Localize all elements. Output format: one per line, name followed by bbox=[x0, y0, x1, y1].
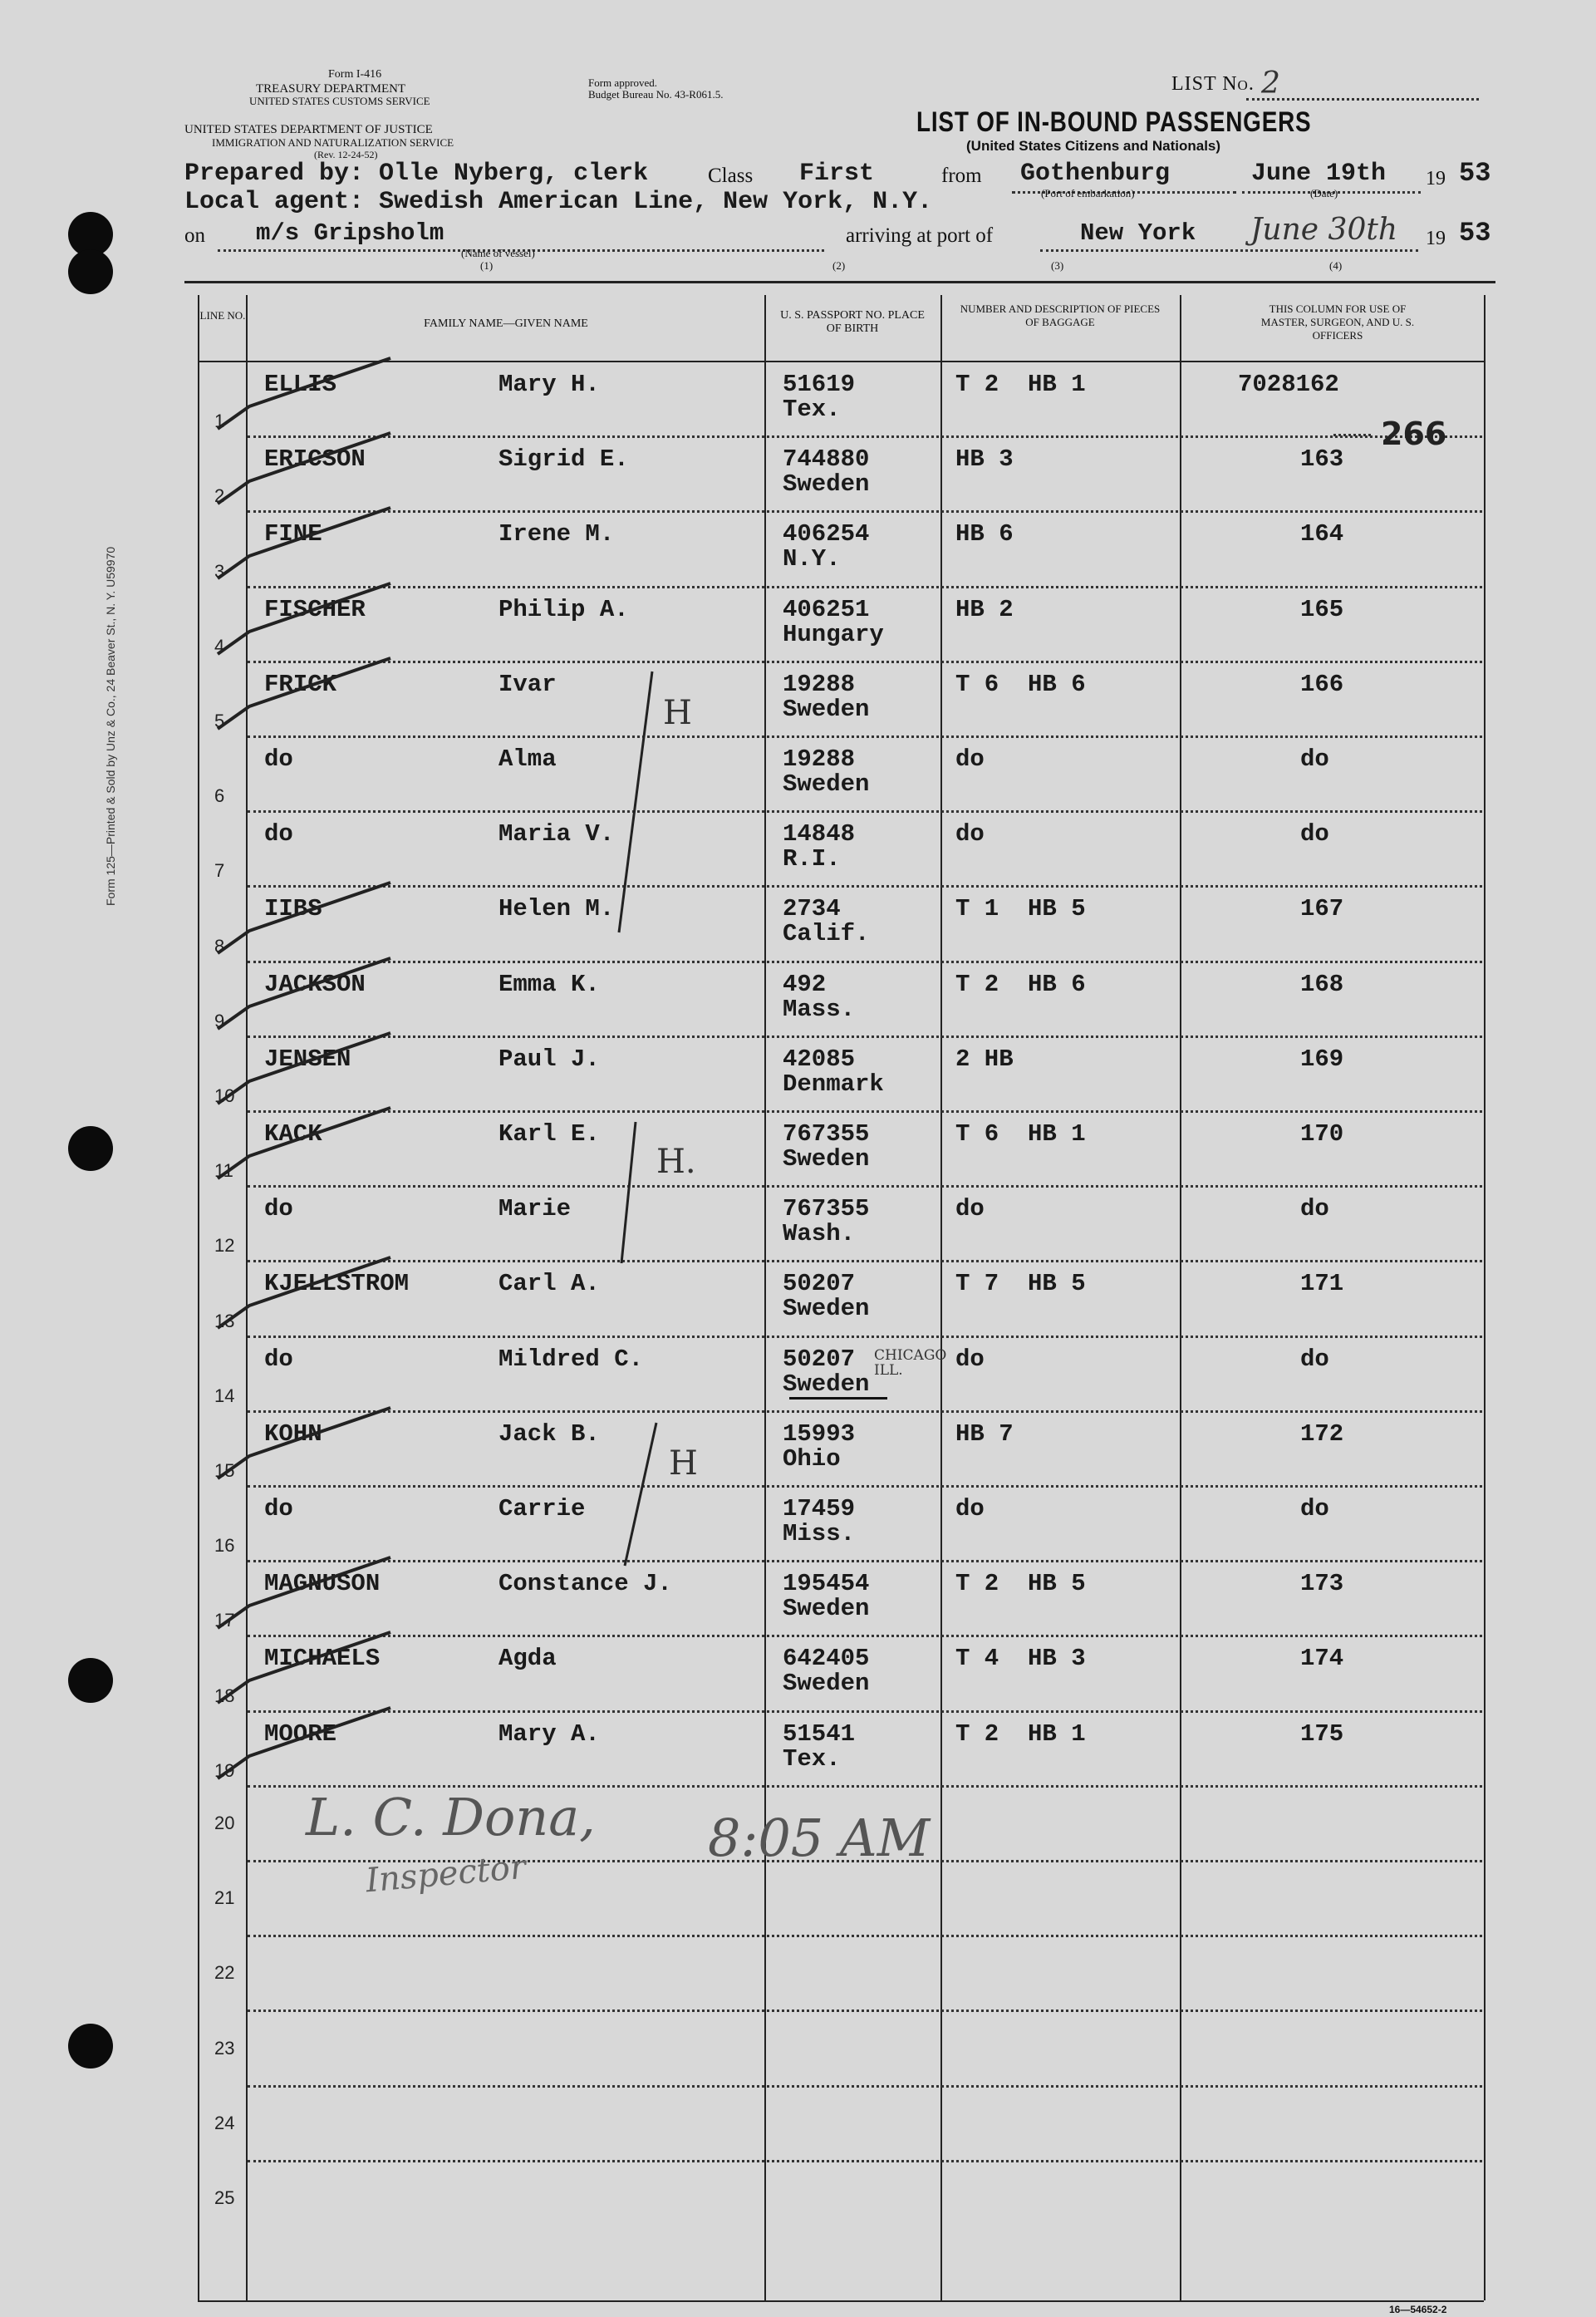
family-name: JACKSON bbox=[264, 971, 366, 998]
baggage: T 2 HB 1 bbox=[955, 1720, 1086, 1748]
family-name: do bbox=[264, 1195, 293, 1222]
line-number: 16 bbox=[214, 1535, 235, 1556]
place-of-birth: Sweden bbox=[783, 1295, 870, 1322]
given-name: Emma K. bbox=[498, 971, 600, 998]
given-name: Irene M. bbox=[498, 520, 615, 548]
local-agent: Local agent: Swedish American Line, New York, N.Y. bbox=[184, 188, 933, 216]
port-caption: (Port of embarkation) bbox=[1041, 187, 1135, 199]
given-name: Helen M. bbox=[498, 895, 615, 922]
baggage: do bbox=[955, 1345, 985, 1373]
given-name: Alma bbox=[498, 745, 557, 773]
budget-bureau: Budget Bureau No. 43-R061.5. bbox=[588, 88, 724, 101]
ins-service: IMMIGRATION AND NATURALIZATION SERVICE bbox=[212, 136, 454, 149]
baggage: T 4 HB 3 bbox=[955, 1645, 1086, 1672]
customs-service: UNITED STATES CUSTOMS SERVICE bbox=[249, 95, 430, 107]
officer-number: 172 bbox=[1300, 1420, 1344, 1448]
line-number: 15 bbox=[214, 1460, 235, 1481]
baggage: T 7 HB 5 bbox=[955, 1270, 1086, 1297]
line-number: 21 bbox=[214, 1887, 235, 1908]
printer-imprint: Form 125—Printed & Sold by Unz & Co., 24 Beaver St., N. Y. U59970 bbox=[104, 546, 117, 906]
family-name: JENSEN bbox=[264, 1045, 351, 1073]
line-number: 2 bbox=[214, 485, 225, 506]
date-caption: (Date) bbox=[1310, 187, 1338, 199]
officer-number: 167 bbox=[1300, 895, 1344, 922]
baggage: T 6 HB 6 bbox=[955, 671, 1086, 698]
baggage: T 1 HB 5 bbox=[955, 895, 1086, 922]
place-of-birth: Miss. bbox=[783, 1520, 856, 1547]
place-of-birth: R.I. bbox=[783, 845, 841, 873]
line-number: 25 bbox=[214, 2187, 235, 2208]
list-no-value: 2 bbox=[1261, 66, 1280, 101]
passport-number: 50207 bbox=[783, 1345, 856, 1373]
baggage: HB 6 bbox=[955, 520, 1014, 548]
officer-number: do bbox=[1300, 1195, 1329, 1222]
family-name: FISCHER bbox=[264, 596, 366, 623]
baggage: 2 HB bbox=[955, 1045, 1014, 1073]
given-name: Agda bbox=[498, 1645, 557, 1672]
baggage: T 2 HB 5 bbox=[955, 1570, 1086, 1597]
passport-number: 767355 bbox=[783, 1195, 870, 1222]
officer-number: 7028162 bbox=[1238, 371, 1339, 398]
passport-number: 17459 bbox=[783, 1495, 856, 1523]
arrival-port: New York bbox=[1080, 219, 1196, 247]
officer-number: 169 bbox=[1300, 1045, 1344, 1073]
family-name: do bbox=[264, 1345, 293, 1373]
place-of-birth: Mass. bbox=[783, 996, 856, 1023]
line-number: 23 bbox=[214, 2038, 235, 2059]
line-number: 18 bbox=[214, 1685, 235, 1706]
passport-number: 2734 bbox=[783, 895, 841, 922]
family-mark-2: H. bbox=[656, 1143, 696, 1181]
family-name: FRICK bbox=[264, 671, 337, 698]
family-mark-1: H bbox=[663, 694, 692, 732]
given-name: Marie bbox=[498, 1195, 572, 1222]
passport-number: 15993 bbox=[783, 1420, 856, 1448]
place-of-birth: Sweden bbox=[783, 470, 870, 498]
officer-number: 170 bbox=[1300, 1120, 1344, 1148]
footer-code: 16—54652-2 bbox=[1389, 2304, 1447, 2315]
officer-extra-number: 266 bbox=[1381, 416, 1447, 452]
baggage: do bbox=[955, 820, 985, 848]
birthplace-correction: CHICAGO ILL. bbox=[874, 1347, 947, 1379]
col-header-line: LINE NO. bbox=[199, 309, 246, 322]
family-name: do bbox=[264, 820, 293, 848]
on-label: on bbox=[184, 224, 205, 247]
officer-number: 171 bbox=[1300, 1270, 1344, 1297]
family-name: ELLIS bbox=[264, 371, 337, 398]
vessel-caption: (Name of vessel) bbox=[461, 247, 535, 259]
given-name: Mildred C. bbox=[498, 1345, 644, 1373]
given-name: Constance J. bbox=[498, 1570, 672, 1597]
family-name: MOORE bbox=[264, 1720, 337, 1748]
given-name: Maria V. bbox=[498, 820, 615, 848]
place-of-birth: Sweden bbox=[783, 1145, 870, 1173]
col-header-name: FAMILY NAME—GIVEN NAME bbox=[424, 317, 588, 330]
revision: (Rev. 12-24-52) bbox=[314, 149, 378, 160]
place-of-birth: Sweden bbox=[783, 1595, 870, 1622]
prepared-by: Prepared by: Olle Nyberg, clerk bbox=[184, 160, 649, 188]
officer-number: do bbox=[1300, 1345, 1329, 1373]
line-number: 12 bbox=[214, 1235, 235, 1256]
passport-number: 19288 bbox=[783, 745, 856, 773]
family-name: KOHN bbox=[264, 1420, 322, 1448]
line-number: 1 bbox=[214, 411, 225, 431]
family-name: KJELLSTROM bbox=[264, 1270, 410, 1297]
family-name: do bbox=[264, 745, 293, 773]
place-of-birth: Wash. bbox=[783, 1220, 856, 1247]
inspection-time: 8:05 AM bbox=[708, 1808, 931, 1868]
passport-number: 195454 bbox=[783, 1570, 870, 1597]
place-of-birth: Tex. bbox=[783, 396, 841, 423]
passport-number: 42085 bbox=[783, 1045, 856, 1073]
arrival-year: 53 bbox=[1459, 218, 1491, 248]
given-name: Philip A. bbox=[498, 596, 629, 623]
justice-dept: UNITED STATES DEPARTMENT OF JUSTICE bbox=[184, 123, 433, 136]
treasury-dept: TREASURY DEPARTMENT bbox=[256, 82, 406, 96]
passport-number: 744880 bbox=[783, 445, 870, 473]
line-number: 8 bbox=[214, 936, 225, 957]
line-number: 10 bbox=[214, 1085, 235, 1106]
given-name: Carl A. bbox=[498, 1270, 600, 1297]
baggage: HB 3 bbox=[955, 445, 1014, 473]
given-name: Ivar bbox=[498, 671, 557, 698]
class-value: First bbox=[799, 160, 875, 188]
vessel-name: m/s Gripsholm bbox=[256, 219, 444, 247]
family-name: IIBS bbox=[264, 895, 322, 922]
col-header-passport: U. S. PASSPORT NO. PLACE OF BIRTH bbox=[780, 309, 925, 335]
baggage: HB 7 bbox=[955, 1420, 1014, 1448]
baggage: do bbox=[955, 745, 985, 773]
family-name: MAGNUSON bbox=[264, 1570, 381, 1597]
officer-number: 175 bbox=[1300, 1720, 1344, 1748]
place-of-birth: Sweden bbox=[783, 1670, 870, 1697]
officer-number: 164 bbox=[1300, 520, 1344, 548]
passport-number: 50207 bbox=[783, 1270, 856, 1297]
strikethrough bbox=[789, 1397, 887, 1400]
officer-number: 174 bbox=[1300, 1645, 1344, 1672]
embarkation-date: June 19th bbox=[1251, 160, 1387, 188]
officer-number: do bbox=[1300, 745, 1329, 773]
line-number: 14 bbox=[214, 1385, 235, 1406]
officer-number: 173 bbox=[1300, 1570, 1344, 1597]
line-number: 4 bbox=[214, 636, 225, 657]
line-number: 6 bbox=[214, 785, 225, 806]
form-approved: Form approved. bbox=[588, 76, 658, 89]
family-name: do bbox=[264, 1495, 293, 1523]
place-of-birth: Tex. bbox=[783, 1745, 841, 1773]
place-of-birth: Denmark bbox=[783, 1070, 884, 1098]
caption-2: (2) bbox=[832, 259, 846, 272]
place-of-birth: N.Y. bbox=[783, 545, 841, 573]
from-label: from bbox=[941, 165, 982, 187]
place-of-birth: Sweden bbox=[783, 696, 870, 723]
given-name: Karl E. bbox=[498, 1120, 600, 1148]
family-name: MICHAELS bbox=[264, 1645, 381, 1672]
year: 53 bbox=[1459, 158, 1491, 189]
col-header-baggage: NUMBER AND DESCRIPTION OF PIECES OF BAGGAGE bbox=[960, 303, 1161, 328]
line-number: 19 bbox=[214, 1760, 235, 1781]
port-of-embarkation: Gothenburg bbox=[1020, 160, 1171, 188]
page-subtitle: (United States Citizens and Nationals) bbox=[966, 138, 1221, 154]
passport-number: 406251 bbox=[783, 596, 870, 623]
given-name: Carrie bbox=[498, 1495, 586, 1523]
inspector-signature: L. C. Dona, bbox=[306, 1787, 596, 1847]
list-no-label: LIST No. bbox=[1171, 73, 1255, 95]
baggage: do bbox=[955, 1495, 985, 1523]
officer-number: 168 bbox=[1300, 971, 1344, 998]
passport-number: 51619 bbox=[783, 371, 856, 398]
family-name: FINE bbox=[264, 520, 322, 548]
baggage: HB 2 bbox=[955, 596, 1014, 623]
arriving-label: arriving at port of bbox=[846, 224, 994, 247]
class-label: Class bbox=[708, 165, 754, 187]
line-number: 9 bbox=[214, 1011, 225, 1031]
passport-number: 14848 bbox=[783, 820, 856, 848]
officer-number: 163 bbox=[1300, 445, 1344, 473]
given-name: Mary A. bbox=[498, 1720, 600, 1748]
place-of-birth: Ohio bbox=[783, 1445, 841, 1473]
given-name: Sigrid E. bbox=[498, 445, 629, 473]
line-number: 5 bbox=[214, 711, 225, 731]
form-number: Form I-416 bbox=[328, 68, 382, 81]
line-number: 24 bbox=[214, 2113, 235, 2133]
place-of-birth: Calif. bbox=[783, 920, 870, 947]
caption-1: (1) bbox=[480, 259, 494, 272]
officer-number: 165 bbox=[1300, 596, 1344, 623]
line-number: 22 bbox=[214, 1962, 235, 1983]
passport-number: 767355 bbox=[783, 1120, 870, 1148]
line-number: 3 bbox=[214, 561, 225, 582]
baggage: T 2 HB 6 bbox=[955, 971, 1086, 998]
officer-number: do bbox=[1300, 1495, 1329, 1523]
caption-3: (3) bbox=[1051, 259, 1064, 272]
line-number: 20 bbox=[214, 1813, 235, 1833]
passport-number: 492 bbox=[783, 971, 827, 998]
given-name: Jack B. bbox=[498, 1420, 600, 1448]
arrival-year-prefix: 19 bbox=[1426, 228, 1446, 249]
officer-number: 166 bbox=[1300, 671, 1344, 698]
line-number: 11 bbox=[214, 1160, 233, 1181]
passport-number: 642405 bbox=[783, 1645, 870, 1672]
col-header-officers: THIS COLUMN FOR USE OF MASTER, SURGEON, AND U. S. OFFICERS bbox=[1260, 303, 1415, 342]
baggage: do bbox=[955, 1195, 985, 1222]
line-number: 7 bbox=[214, 860, 225, 881]
place-of-birth: Hungary bbox=[783, 621, 884, 648]
place-of-birth: Sweden bbox=[783, 1370, 870, 1398]
baggage: T 2 HB 1 bbox=[955, 371, 1086, 398]
year-prefix: 19 bbox=[1426, 168, 1446, 189]
given-name: Paul J. bbox=[498, 1045, 600, 1073]
line-number: 17 bbox=[214, 1610, 235, 1631]
family-name: KACK bbox=[264, 1120, 322, 1148]
caption-4: (4) bbox=[1329, 259, 1343, 272]
officer-number: do bbox=[1300, 820, 1329, 848]
passport-number: 19288 bbox=[783, 671, 856, 698]
line-number: 13 bbox=[214, 1311, 235, 1331]
arrival-date: June 30th bbox=[1250, 213, 1398, 247]
family-name: ERICSON bbox=[264, 445, 366, 473]
baggage: T 6 HB 1 bbox=[955, 1120, 1086, 1148]
place-of-birth: Sweden bbox=[783, 770, 870, 798]
family-mark-3: H bbox=[669, 1444, 698, 1483]
given-name: Mary H. bbox=[498, 371, 600, 398]
page-title: LIST OF IN-BOUND PASSENGERS bbox=[916, 106, 1312, 138]
passport-number: 51541 bbox=[783, 1720, 856, 1748]
inspector-title: Inspector bbox=[364, 1847, 528, 1901]
passport-number: 406254 bbox=[783, 520, 870, 548]
